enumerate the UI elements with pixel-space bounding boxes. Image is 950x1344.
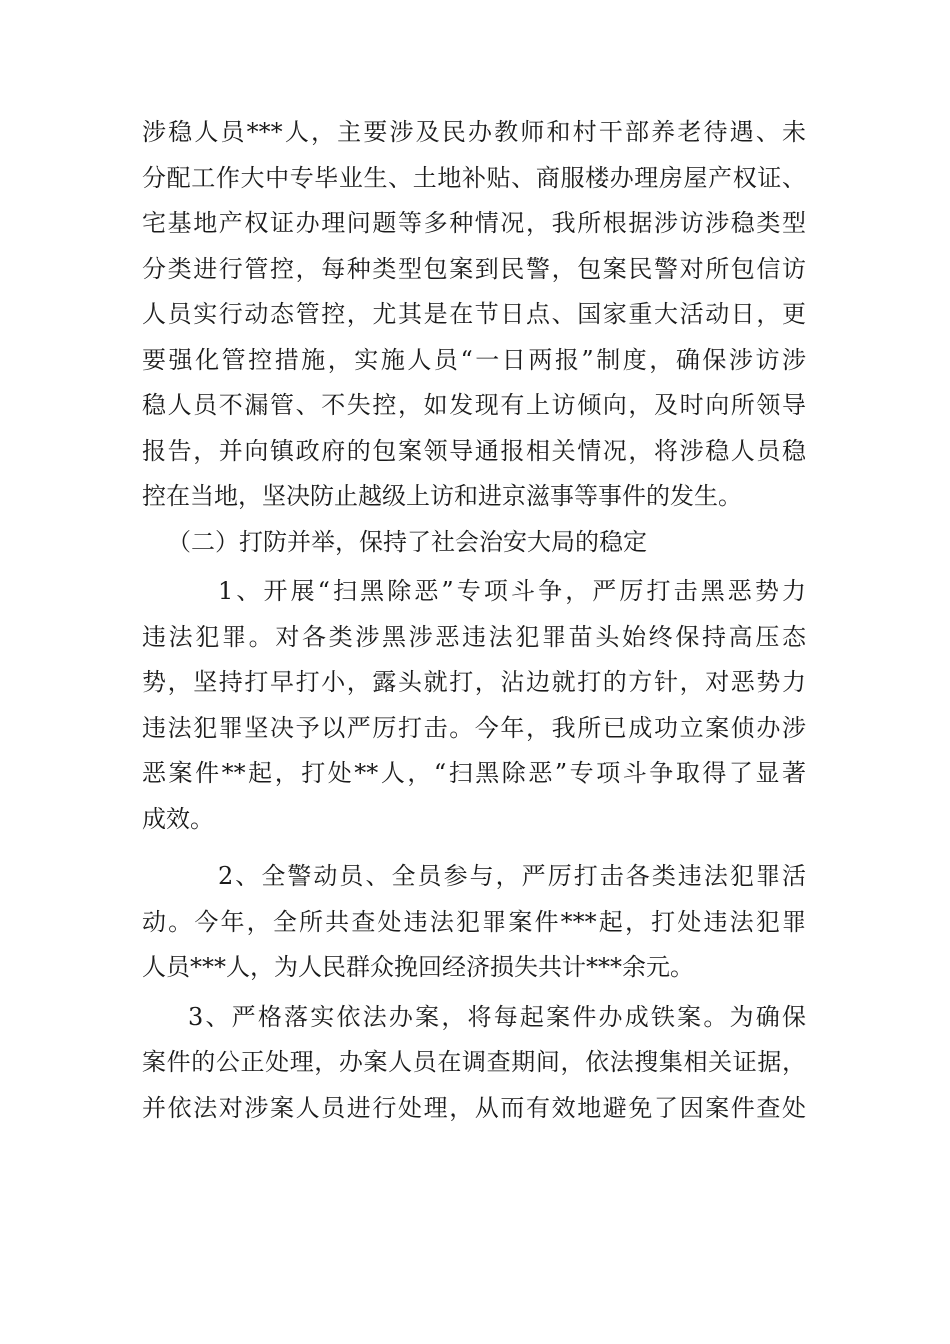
text-line: 分配工作大中专毕业生、土地补贴、商服楼办理房屋产权证、 [142,163,806,192]
text-line: 稳人员不漏管、不失控，如发现有上访倾向，及时向所领导 [142,391,806,419]
paragraph-stability-control [142,110,806,520]
text-line: 动。今年，全所共查处违法犯罪案件***起，打处违法犯罪 [142,907,806,936]
paragraph-item-2 [142,854,806,991]
text-line: 1、开展“扫黑除恶”专项斗争，严厉打击黑恶势力 [218,577,806,605]
text-line: 涉稳人员***人，主要涉及民办教师和村干部养老待遇、未 [142,118,806,146]
document-page [142,110,806,1131]
text-line: 2、全警动员、全员参与，严厉打击各类违法犯罪活 [218,862,806,890]
section-heading: （二）打防并举，保持了社会治安大局的稳定 [167,527,647,556]
text-line: 分类进行管控，每种类型包案到民警，包案民警对所包信访 [142,254,806,283]
text-line: 并依法对涉案人员进行处理，从而有效地避免了因案件查处 [142,1093,806,1122]
text-line: 人员***人，为人民群众挽回经济损失共计***余元。 [142,953,694,981]
paragraph-item-3 [142,995,806,1132]
text-line: 违法犯罪坚决予以严厉打击。今年，我所已成功立案侦办涉 [142,713,806,742]
text-line: 3、严格落实依法办案，将每起案件办成铁案。为确保 [188,1002,806,1031]
text-line: 成效。 [142,804,214,833]
paragraph-item-1 [142,569,806,842]
text-line: 违法犯罪。对各类涉黑涉恶违法犯罪苗头始终保持高压态 [142,622,806,651]
text-line: 人员实行动态管控，尤其是在节日点、国家重大活动日，更 [142,300,806,328]
text-line: 要强化管控措施，实施人员“一日两报”制度，确保涉访涉 [142,345,806,374]
text-line: 宅基地产权证办理问题等多种情况，我所根据涉访涉稳类型 [142,209,806,237]
text-line: 案件的公正处理，办案人员在调查期间，依法搜集相关证据， [142,1048,806,1076]
text-line: 报告，并向镇政府的包案领导通报相关情况，将涉稳人员稳 [142,436,806,465]
text-line: 势，坚持打早打小，露头就打，沾边就打的方针，对恶势力 [142,668,806,696]
text-line: 控在当地，坚决防止越级上访和进京滋事等事件的发生。 [142,482,742,510]
text-line: 恶案件**起，打处**人，“扫黑除恶”专项斗争取得了显著 [142,759,806,787]
